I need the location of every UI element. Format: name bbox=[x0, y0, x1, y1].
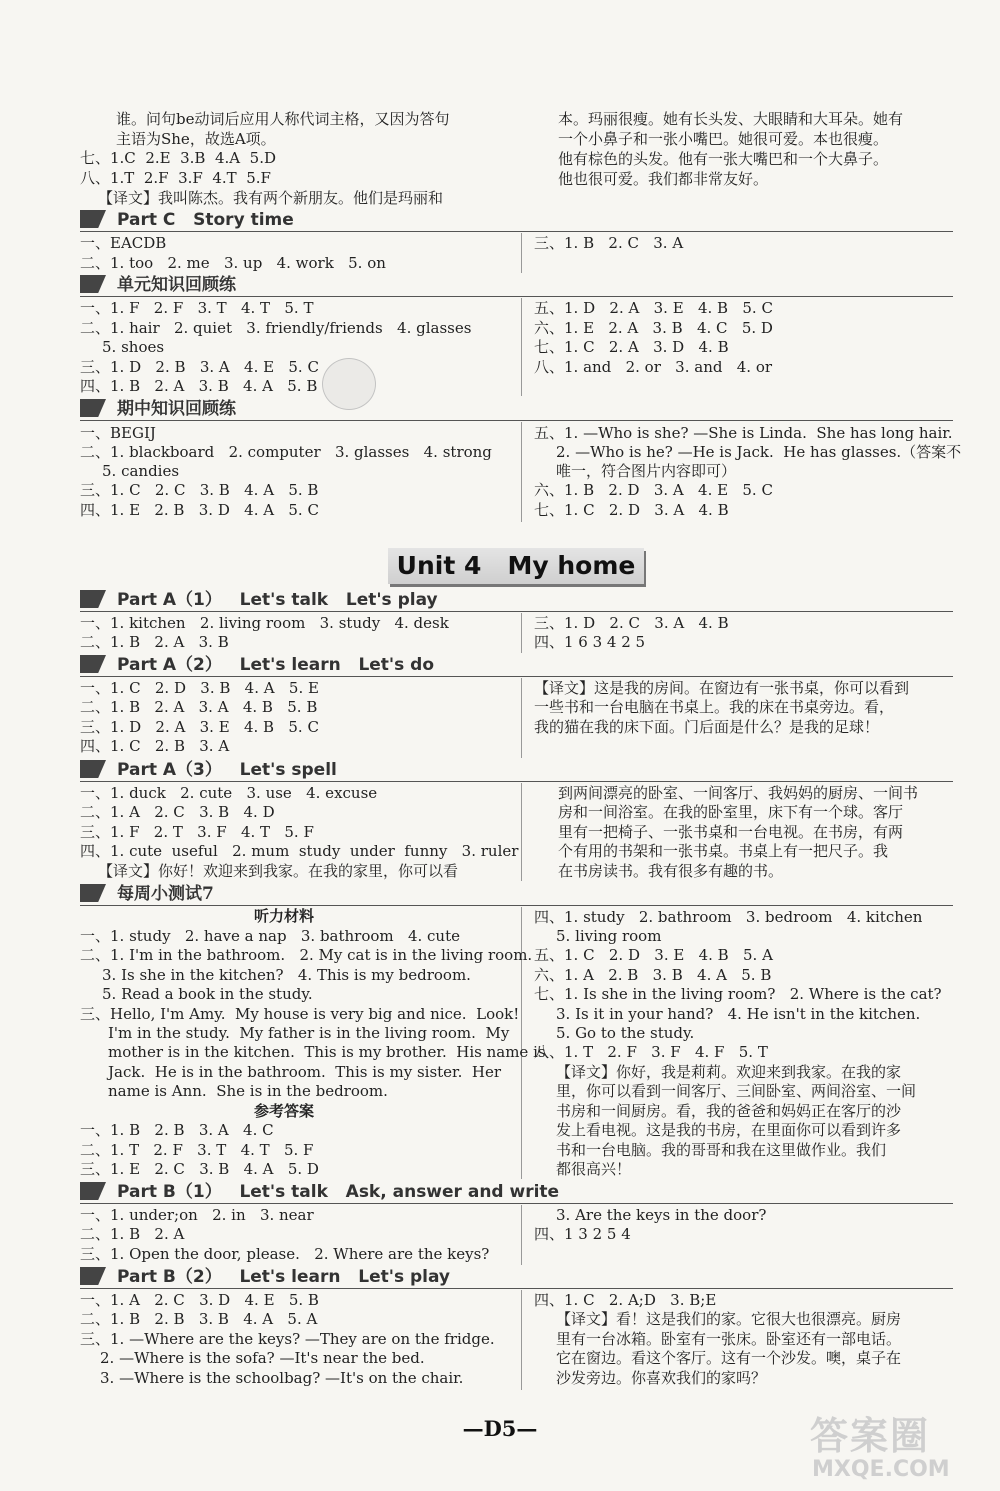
header-marker-icon bbox=[80, 760, 106, 778]
translation-line: 里有一把椅子、一张书桌和一台电视。在书房，有两 bbox=[558, 823, 904, 841]
answer-line: 七、1. Is she in the living room? 2. Where is the cat? bbox=[534, 985, 942, 1003]
answer-line: 二、1. B 2. A bbox=[80, 1225, 185, 1243]
header-marker-icon bbox=[80, 210, 106, 228]
text-line: 主语为She，故选A项。 bbox=[116, 130, 276, 148]
answer-line: 一、1. A 2. C 3. D 4. E 5. B bbox=[80, 1291, 319, 1309]
watermark-url: MXQE.COM bbox=[812, 1457, 950, 1482]
answer-line: 3. —Where is the schoolbag? —It's on the chair. bbox=[100, 1369, 464, 1387]
answer-line: 一、1. under;on 2. in 3. near bbox=[80, 1206, 314, 1224]
answer-line: 唯一，符合图片内容即可） bbox=[556, 462, 737, 480]
answer-line: 三、1. E 2. C 3. B 4. A 5. D bbox=[80, 1160, 319, 1178]
answer-line: 一、1. duck 2. cute 3. use 4. excuse bbox=[80, 784, 378, 802]
answer-line: 一、1. B 2. B 3. A 4. C bbox=[80, 1121, 274, 1139]
translation-line: 我的猫在我的床下面。门后面是什么？是我的足球！ bbox=[534, 718, 880, 736]
answer-line: 七、1. C 2. A 3. D 4. B bbox=[534, 338, 729, 356]
translation-line: 他有棕色的头发。他有一张大嘴巴和一个大鼻子。 bbox=[558, 150, 889, 168]
section-title: Part A（1） Let's talk Let's play bbox=[117, 590, 438, 610]
translation-line: 【译文】你好，我是莉莉。欢迎来到我家。在我的家 bbox=[556, 1063, 902, 1081]
translation-line: 它在窗边。看这个客厅。这有一个沙发。噢，桌子在 bbox=[556, 1349, 902, 1367]
column-divider bbox=[521, 1205, 522, 1265]
section-title: 每周小测试7 bbox=[117, 884, 214, 904]
answer-line: 六、1. E 2. A 3. B 4. C 5. D bbox=[534, 319, 773, 337]
text-line: Jack. He is in the bathroom. This is my sister. Her bbox=[108, 1063, 502, 1081]
section-title: Part C Story time bbox=[117, 210, 294, 230]
section-header-unit-review bbox=[80, 274, 953, 297]
text-line: 谁。问句be动词后应用人称代词主格，又因为答句 bbox=[116, 110, 450, 128]
translation-line: 书房和一间厨房。看，我的爸爸和妈妈正在客厅的沙 bbox=[556, 1102, 902, 1120]
answer-line: 一、EACDB bbox=[80, 234, 167, 252]
translation-line: 沙发旁边。你喜欢我们的家吗？ bbox=[556, 1369, 767, 1387]
header-marker-icon bbox=[80, 1182, 106, 1200]
answer-line: 三、1. B 2. C 3. A bbox=[534, 234, 684, 252]
answer-line: 二、1. B 2. B 3. B 4. A 5. A bbox=[80, 1310, 318, 1328]
text-line: 二、1. I'm in the bathroom. 2. My cat is in the living room. bbox=[80, 946, 533, 964]
answer-line: 二、1. too 2. me 3. up 4. work 5. on bbox=[80, 254, 386, 272]
answer-line: 二、1. T 2. F 3. T 4. T 5. F bbox=[80, 1141, 314, 1159]
column-divider bbox=[521, 1290, 522, 1390]
translation-line: 他也很可爱。我们都非常友好。 bbox=[558, 170, 769, 188]
answer-line: 一、1. C 2. D 3. B 4. A 5. E bbox=[80, 679, 319, 697]
answer-line: 二、1. A 2. C 3. B 4. D bbox=[80, 803, 275, 821]
translation-line: 【译文】你好！欢迎来到我家。在我的家里，你可以看 bbox=[98, 862, 459, 880]
translation-line: 一些书和一台电脑在书桌上。我的床在书桌旁边。看， bbox=[534, 698, 895, 716]
answer-line: 八、1.T 2.F 3.F 4.T 5.F bbox=[80, 169, 271, 187]
header-marker-icon bbox=[80, 275, 106, 293]
answer-line: 四、1. E 2. B 3. D 4. A 5. C bbox=[80, 501, 319, 519]
answer-line: 六、1. B 2. D 3. A 4. E 5. C bbox=[534, 481, 773, 499]
answer-line: 二、1. B 2. A 3. A 4. B 5. B bbox=[80, 698, 318, 716]
answer-line: 二、1. B 2. A 3. B bbox=[80, 633, 229, 651]
text-line: name is Ann. She is in the bedroom. bbox=[108, 1082, 388, 1100]
answer-line: 四、1. C 2. A;D 3. B;E bbox=[534, 1291, 717, 1309]
answer-line: 五、1. D 2. A 3. E 4. B 5. C bbox=[534, 299, 773, 317]
section-header-part-a1 bbox=[80, 589, 953, 612]
section-title: 单元知识回顾练 bbox=[117, 275, 236, 295]
text-line: 一、1. study 2. have a nap 3. bathroom 4. cute bbox=[80, 927, 460, 945]
section-header-midterm-review bbox=[80, 398, 953, 421]
translation-line: 里，你可以看到一间客厅、三间卧室、两间浴室、一间 bbox=[556, 1082, 917, 1100]
header-marker-icon bbox=[80, 884, 106, 902]
section-header-part-a3 bbox=[80, 759, 953, 782]
column-divider bbox=[521, 298, 522, 396]
answer-line: 四、1 3 2 5 4 bbox=[534, 1225, 631, 1243]
answer-line: 3. Are the keys in the door? bbox=[556, 1206, 767, 1224]
column-divider bbox=[521, 783, 522, 881]
answer-line: 5. living room bbox=[556, 927, 662, 945]
translation-line: 在书房读书。我有很多有趣的书。 bbox=[558, 862, 784, 880]
answer-line: 三、1. —Where are the keys? —They are on the fridge. bbox=[80, 1330, 495, 1348]
answer-line: 六、1. A 2. B 3. B 4. A 5. B bbox=[534, 966, 772, 984]
section-header-weekly-test bbox=[80, 883, 953, 906]
translation-line: 都很高兴！ bbox=[556, 1160, 632, 1178]
answer-line: 3. Is it in your hand? 4. He isn't in the kitchen. bbox=[556, 1005, 921, 1023]
translation-line: 一个小鼻子和一张小嘴巴。她很可爱。本也很瘦。 bbox=[558, 130, 889, 148]
section-header-part-b2 bbox=[80, 1266, 953, 1289]
unit-title: Unit 4 My home bbox=[388, 548, 644, 584]
translation-line: 本。玛丽很瘦。她有长头发、大眼睛和大耳朵。她有 bbox=[558, 110, 904, 128]
answer-line: 四、1. C 2. B 3. A bbox=[80, 737, 230, 755]
text-line: 三、Hello, I'm Amy. My house is very big and nice. Look! bbox=[80, 1005, 520, 1023]
answer-line: 七、1.C 2.E 3.B 4.A 5.D bbox=[80, 149, 277, 167]
answer-line: 四、1 6 3 4 2 5 bbox=[534, 633, 646, 651]
text-line: mother is in the kitchen. This is my brother. His name is bbox=[108, 1043, 546, 1061]
reference-answers-heading: 参考答案 bbox=[254, 1102, 315, 1120]
answer-line: 三、1. F 2. T 3. F 4. T 5. F bbox=[80, 823, 314, 841]
section-title: 期中知识回顾练 bbox=[117, 399, 236, 419]
answer-line: 5. shoes bbox=[102, 338, 165, 356]
answer-line: 一、BEGIJ bbox=[80, 424, 156, 442]
section-title: Part B（1） Let's talk Ask, answer and write bbox=[117, 1182, 560, 1202]
translation-line: 到两间漂亮的卧室、一间客厅、我妈妈的厨房、一间书 bbox=[558, 784, 919, 802]
text-line: 3. Is she in the kitchen? 4. This is my bedroom. bbox=[102, 966, 471, 984]
header-marker-icon bbox=[80, 655, 106, 673]
answer-line: 二、1. hair 2. quiet 3. friendly/friends 4. glasses bbox=[80, 319, 472, 337]
section-header-part-a2 bbox=[80, 654, 953, 677]
answer-line: 七、1. C 2. D 3. A 4. B bbox=[534, 501, 729, 519]
answer-line: 2. —Where is the sofa? —It's near the bed. bbox=[100, 1349, 425, 1367]
header-marker-icon bbox=[80, 1267, 106, 1285]
page-number: —D5— bbox=[462, 1416, 538, 1441]
translation-line: 【译文】这是我的房间。在窗边有一张书桌，你可以看到 bbox=[534, 679, 910, 697]
column-divider bbox=[521, 422, 522, 522]
translation-line: 房和一间浴室。在我的卧室里，床下有一个球。客厅 bbox=[558, 803, 904, 821]
answer-line: 四、1. B 2. A 3. B 4. A 5. B bbox=[80, 377, 318, 395]
listening-material-heading: 听力材料 bbox=[254, 907, 315, 925]
answer-line: 三、1. C 2. C 3. B 4. A 5. B bbox=[80, 481, 319, 499]
answer-line: 八、1. T 2. F 3. F 4. F 5. T bbox=[534, 1043, 768, 1061]
translation-line: 发上看电视。这是我的书房，在里面你可以看到许多 bbox=[556, 1121, 902, 1139]
watermark-logo bbox=[810, 1405, 990, 1487]
translation-line: 【译文】我叫陈杰。我有两个新朋友。他们是玛丽和 bbox=[98, 189, 444, 207]
section-header-part-b1 bbox=[80, 1181, 953, 1204]
answer-line: 四、1. cute useful 2. mum study under funny 3. ruler bbox=[80, 842, 519, 860]
section-header-story-time bbox=[80, 209, 953, 232]
answer-line: 三、1. D 2. C 3. A 4. B bbox=[534, 614, 729, 632]
answer-line: 三、1. Open the door, please. 2. Where are the keys? bbox=[80, 1245, 490, 1263]
column-divider bbox=[521, 613, 522, 653]
answer-line: 三、1. D 2. B 3. A 4. E 5. C bbox=[80, 358, 319, 376]
answer-line: 5. candies bbox=[102, 462, 180, 480]
section-title: Part B（2） Let's learn Let's play bbox=[117, 1267, 451, 1287]
translation-line: 里有一台冰箱。卧室有一张床。卧室还有一部电话。 bbox=[556, 1330, 902, 1348]
translation-line: 书和一台电脑。我的哥哥和我在这里做作业。我们 bbox=[556, 1141, 887, 1159]
column-divider bbox=[521, 678, 522, 758]
header-marker-icon bbox=[80, 399, 106, 417]
answer-line: 一、1. F 2. F 3. T 4. T 5. T bbox=[80, 299, 314, 317]
answer-line: 二、1. blackboard 2. computer 3. glasses 4. strong bbox=[80, 443, 492, 461]
column-divider bbox=[521, 233, 522, 273]
text-line: 5. Read a book in the study. bbox=[102, 985, 313, 1003]
answer-line: 五、1. C 2. D 3. E 4. B 5. A bbox=[534, 946, 773, 964]
translation-line: 个有用的书架和一张书桌。书桌上有一把尺子。我 bbox=[558, 842, 889, 860]
answer-line: 三、1. D 2. A 3. E 4. B 5. C bbox=[80, 718, 319, 736]
answer-line: 八、1. and 2. or 3. and 4. or bbox=[534, 358, 773, 376]
text-line: I'm in the study. My father is in the living room. My bbox=[108, 1024, 510, 1042]
section-title: Part A（2） Let's learn Let's do bbox=[117, 655, 435, 675]
answer-line: 一、1. kitchen 2. living room 3. study 4. desk bbox=[80, 614, 449, 632]
answer-line: 四、1. study 2. bathroom 3. bedroom 4. kitchen bbox=[534, 908, 923, 926]
watermark-text: 答案圈 bbox=[810, 1414, 931, 1458]
section-title: Part A（3） Let's spell bbox=[117, 760, 337, 780]
answer-line: 2. —Who is he? —He is Jack. He has glasses.（答案不 bbox=[556, 443, 962, 461]
header-marker-icon bbox=[80, 590, 106, 608]
answer-line: 5. Go to the study. bbox=[556, 1024, 695, 1042]
answer-line: 五、1. —Who is she? —She is Linda. She has long hair. bbox=[534, 424, 953, 442]
translation-line: 【译文】看！这是我们的家。它很大也很漂亮。厨房 bbox=[556, 1310, 902, 1328]
